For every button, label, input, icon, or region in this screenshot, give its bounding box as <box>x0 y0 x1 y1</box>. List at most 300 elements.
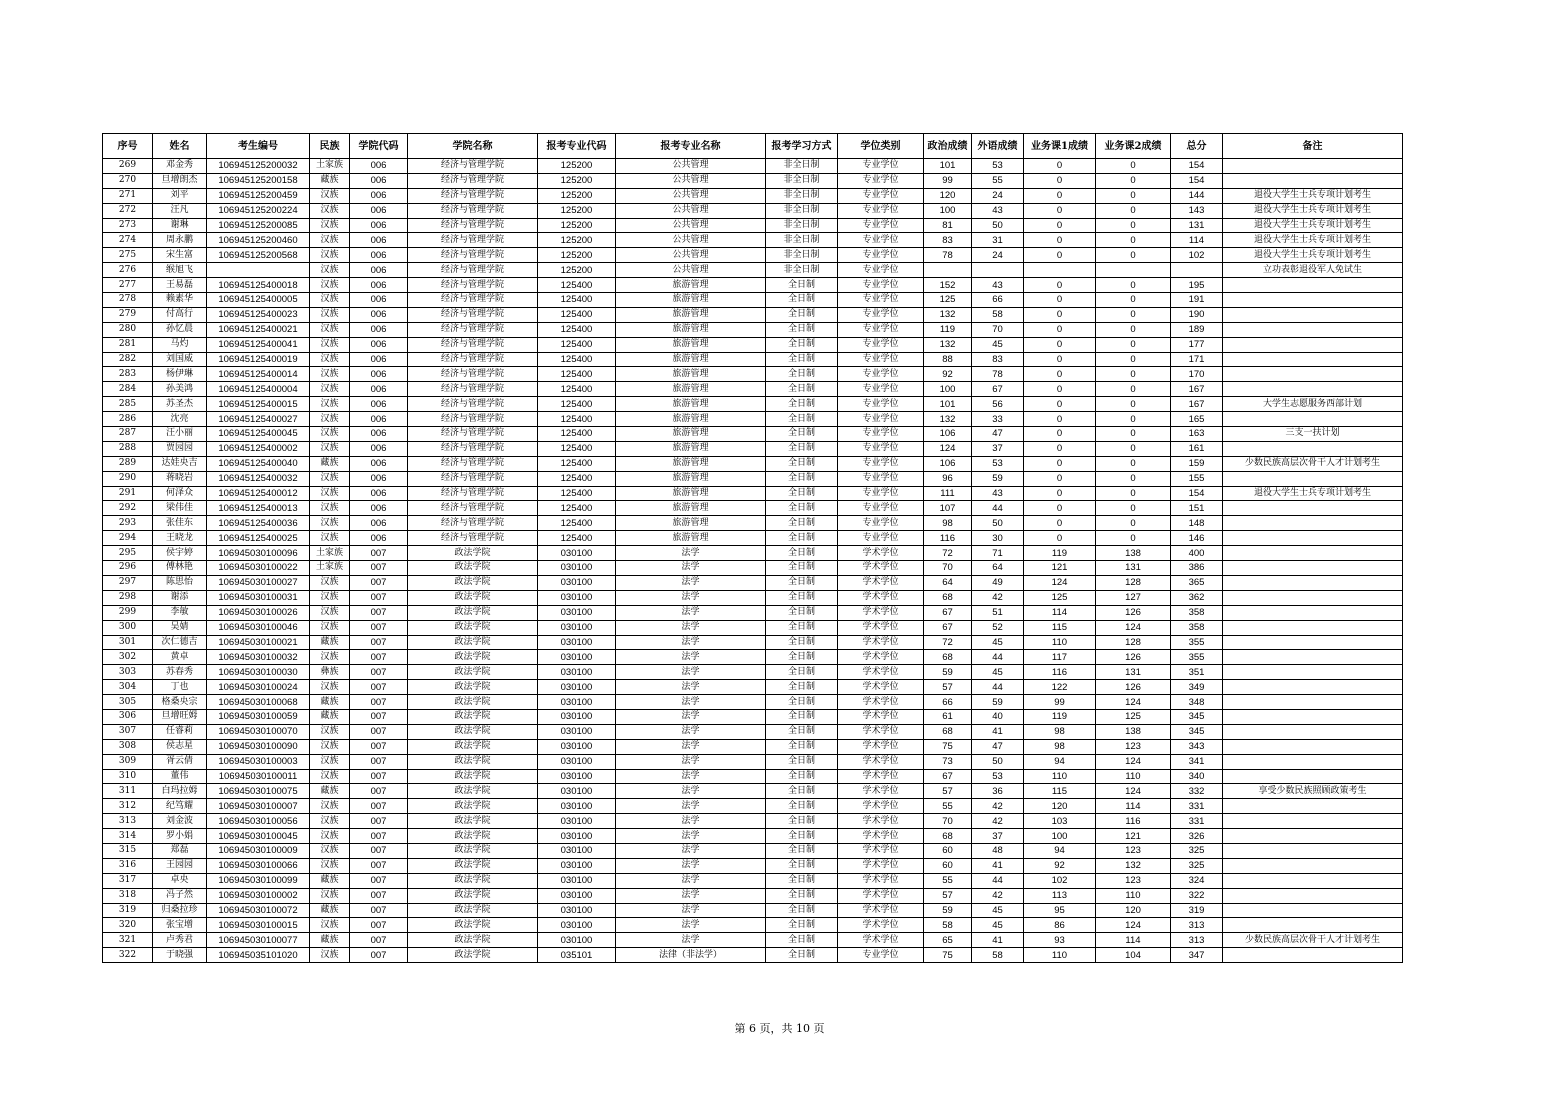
table-cell: 106945125200032 <box>207 159 310 174</box>
table-cell: 37 <box>972 441 1024 456</box>
table-cell: 政法学院 <box>408 546 538 561</box>
table-cell: 70 <box>924 561 972 576</box>
table-cell: 陈思怡 <box>153 575 207 590</box>
table-cell: 358 <box>1171 605 1223 620</box>
table-cell: 125400 <box>538 441 616 456</box>
table-cell: 0 <box>1096 218 1171 233</box>
table-cell: 退役大学生士兵专项计划考生 <box>1223 486 1403 501</box>
table-cell: 106945125400004 <box>207 382 310 397</box>
table-cell: 45 <box>972 635 1024 650</box>
table-cell: 280 <box>103 322 153 337</box>
table-cell: 学术学位 <box>838 709 924 724</box>
table-cell <box>1223 635 1403 650</box>
table-cell: 321 <box>103 933 153 948</box>
table-cell: 刘国威 <box>153 352 207 367</box>
table-cell: 45 <box>972 918 1024 933</box>
table-cell: 75 <box>924 948 972 963</box>
table-cell: 165 <box>1171 412 1223 427</box>
table-cell: 苏春秀 <box>153 665 207 680</box>
table-cell: 学术学位 <box>838 695 924 710</box>
table-cell <box>1223 367 1403 382</box>
table-cell: 汉族 <box>310 918 350 933</box>
table-cell: 322 <box>103 948 153 963</box>
table-cell: 128 <box>1096 575 1171 590</box>
table-cell: 81 <box>924 218 972 233</box>
table-cell: 政法学院 <box>408 918 538 933</box>
table-cell: 007 <box>350 829 408 844</box>
table-cell: 138 <box>1096 724 1171 739</box>
table-cell: 56 <box>972 397 1024 412</box>
table-cell <box>1223 948 1403 963</box>
table-cell <box>1223 412 1403 427</box>
table-cell: 125400 <box>538 516 616 531</box>
table-cell: 104 <box>1096 948 1171 963</box>
table-row <box>103 278 1403 293</box>
table-cell: 法学 <box>616 754 766 769</box>
table-cell: 53 <box>972 159 1024 174</box>
table-cell: 007 <box>350 814 408 829</box>
table-cell: 政法学院 <box>408 799 538 814</box>
table-cell: 68 <box>924 650 972 665</box>
table-cell: 李敏 <box>153 605 207 620</box>
table-cell: 0 <box>1024 501 1096 516</box>
table-cell: 经济与管理学院 <box>408 263 538 278</box>
table-cell: 专业学位 <box>838 486 924 501</box>
table-cell: 汉族 <box>310 799 350 814</box>
table-cell: 专业学位 <box>838 173 924 188</box>
table-cell: 006 <box>350 188 408 203</box>
table-cell: 007 <box>350 695 408 710</box>
table-cell: 60 <box>924 843 972 858</box>
table-cell: 政法学院 <box>408 843 538 858</box>
table-cell: 278 <box>103 293 153 308</box>
table-cell: 007 <box>350 665 408 680</box>
table-cell: 42 <box>972 590 1024 605</box>
table-cell: 125400 <box>538 367 616 382</box>
table-cell: 藏族 <box>310 933 350 948</box>
table-cell: 59 <box>972 471 1024 486</box>
table-cell: 58 <box>924 918 972 933</box>
table-cell: 专业学位 <box>838 337 924 352</box>
table-cell: 106945125400018 <box>207 278 310 293</box>
table-cell: 291 <box>103 486 153 501</box>
table-cell: 006 <box>350 382 408 397</box>
table-cell: 杨伊琳 <box>153 367 207 382</box>
table-cell: 365 <box>1171 575 1223 590</box>
table-cell: 学术学位 <box>838 575 924 590</box>
table-cell: 006 <box>350 293 408 308</box>
table-cell: 309 <box>103 754 153 769</box>
table-cell: 030100 <box>538 888 616 903</box>
table-row <box>103 561 1403 576</box>
table-cell: 125400 <box>538 486 616 501</box>
table-cell <box>1223 293 1403 308</box>
table-cell: 政法学院 <box>408 829 538 844</box>
table-cell: 348 <box>1171 695 1223 710</box>
table-cell: 赖素华 <box>153 293 207 308</box>
table-cell: 专业学位 <box>838 233 924 248</box>
table-cell: 007 <box>350 709 408 724</box>
table-cell: 125400 <box>538 501 616 516</box>
table-cell: 0 <box>1096 397 1171 412</box>
table-cell: 贾园园 <box>153 441 207 456</box>
column-header: 报考专业代码 <box>538 134 616 159</box>
table-cell: 法学 <box>616 814 766 829</box>
table-cell: 119 <box>1024 546 1096 561</box>
table-cell: 386 <box>1171 561 1223 576</box>
table-cell: 126 <box>1096 605 1171 620</box>
table-cell: 55 <box>924 873 972 888</box>
table-cell: 61 <box>924 709 972 724</box>
table-cell: 123 <box>1096 739 1171 754</box>
table-cell: 030100 <box>538 829 616 844</box>
table-cell: 177 <box>1171 337 1223 352</box>
table-cell: 277 <box>103 278 153 293</box>
table-row <box>103 203 1403 218</box>
table-cell: 351 <box>1171 665 1223 680</box>
table-cell: 法学 <box>616 918 766 933</box>
table-cell: 148 <box>1171 516 1223 531</box>
table-cell: 经济与管理学院 <box>408 337 538 352</box>
table-cell: 116 <box>924 531 972 546</box>
table-cell: 030100 <box>538 605 616 620</box>
table-cell: 37 <box>972 829 1024 844</box>
table-row <box>103 650 1403 665</box>
table-cell: 006 <box>350 307 408 322</box>
table-cell: 123 <box>1096 873 1171 888</box>
column-header: 姓名 <box>153 134 207 159</box>
table-cell: 306 <box>103 709 153 724</box>
table-cell: 006 <box>350 501 408 516</box>
table-cell: 125400 <box>538 412 616 427</box>
table-cell: 123 <box>1096 843 1171 858</box>
table-cell: 120 <box>1096 903 1171 918</box>
table-cell: 98 <box>924 516 972 531</box>
table-cell: 67 <box>972 382 1024 397</box>
table-cell: 旅游管理 <box>616 531 766 546</box>
table-cell: 64 <box>924 575 972 590</box>
table-cell: 0 <box>1096 456 1171 471</box>
table-cell: 经济与管理学院 <box>408 352 538 367</box>
table-cell: 公共管理 <box>616 203 766 218</box>
table-cell: 44 <box>972 873 1024 888</box>
table-cell: 法学 <box>616 724 766 739</box>
table-cell: 007 <box>350 605 408 620</box>
table-cell: 宋生富 <box>153 248 207 263</box>
table-cell: 96 <box>924 471 972 486</box>
table-cell: 侯宇婷 <box>153 546 207 561</box>
table-cell: 全日制 <box>766 575 838 590</box>
table-cell: 0 <box>1096 441 1171 456</box>
table-cell: 法学 <box>616 665 766 680</box>
table-row <box>103 799 1403 814</box>
table-cell: 99 <box>924 173 972 188</box>
table-cell: 土家族 <box>310 159 350 174</box>
table-cell: 0 <box>1096 293 1171 308</box>
table-cell: 332 <box>1171 784 1223 799</box>
table-cell: 专业学位 <box>838 948 924 963</box>
table-cell: 146 <box>1171 531 1223 546</box>
table-cell: 313 <box>1171 933 1223 948</box>
table-cell <box>1024 263 1096 278</box>
table-cell: 全日制 <box>766 829 838 844</box>
table-cell: 政法学院 <box>408 873 538 888</box>
table-cell: 127 <box>1096 590 1171 605</box>
column-header: 学院代码 <box>350 134 408 159</box>
table-cell: 116 <box>1024 665 1096 680</box>
table-row <box>103 159 1403 174</box>
table-cell: 立功表彰退役军人免试生 <box>1223 263 1403 278</box>
table-cell: 106945030100002 <box>207 888 310 903</box>
table-cell: 030100 <box>538 650 616 665</box>
table-cell: 旅游管理 <box>616 352 766 367</box>
table-cell: 006 <box>350 441 408 456</box>
table-cell: 124 <box>1024 575 1096 590</box>
table-cell: 347 <box>1171 948 1223 963</box>
table-cell: 006 <box>350 456 408 471</box>
column-header: 业务课1成绩 <box>1024 134 1096 159</box>
table-cell: 退役大学生士兵专项计划考生 <box>1223 188 1403 203</box>
table-cell: 106945030100030 <box>207 665 310 680</box>
table-cell: 全日制 <box>766 754 838 769</box>
table-cell: 专业学位 <box>838 367 924 382</box>
table-cell: 101 <box>924 159 972 174</box>
table-cell: 110 <box>1024 769 1096 784</box>
table-cell <box>1223 575 1403 590</box>
table-cell: 丁也 <box>153 680 207 695</box>
table-row <box>103 903 1403 918</box>
table-cell <box>1223 173 1403 188</box>
table-cell: 0 <box>1024 218 1096 233</box>
table-cell: 少数民族高层次骨干人才计划考生 <box>1223 456 1403 471</box>
table-cell: 全日制 <box>766 337 838 352</box>
table-cell: 119 <box>1024 709 1096 724</box>
table-cell: 政法学院 <box>408 635 538 650</box>
table-cell: 经济与管理学院 <box>408 456 538 471</box>
table-cell: 124 <box>1096 784 1171 799</box>
table-cell: 106945125200568 <box>207 248 310 263</box>
table-cell: 政法学院 <box>408 739 538 754</box>
table-cell <box>1223 709 1403 724</box>
table-cell: 全日制 <box>766 843 838 858</box>
table-cell: 45 <box>972 903 1024 918</box>
table-cell: 马灼 <box>153 337 207 352</box>
table-cell <box>1223 278 1403 293</box>
table-cell: 311 <box>103 784 153 799</box>
table-row <box>103 456 1403 471</box>
table-cell: 281 <box>103 337 153 352</box>
table-cell: 汉族 <box>310 412 350 427</box>
table-cell: 106945030100031 <box>207 590 310 605</box>
table-cell <box>1223 680 1403 695</box>
table-cell: 专业学位 <box>838 159 924 174</box>
table-row <box>103 218 1403 233</box>
table-cell: 学术学位 <box>838 769 924 784</box>
table-cell: 汉族 <box>310 575 350 590</box>
table-row <box>103 382 1403 397</box>
table-cell: 蒋晓岩 <box>153 471 207 486</box>
table-cell: 125400 <box>538 531 616 546</box>
table-cell: 学术学位 <box>838 858 924 873</box>
table-cell: 全日制 <box>766 635 838 650</box>
table-row <box>103 248 1403 263</box>
table-cell: 106945125400032 <box>207 471 310 486</box>
table-cell: 全日制 <box>766 278 838 293</box>
table-cell: 汉族 <box>310 650 350 665</box>
table-cell: 学术学位 <box>838 814 924 829</box>
table-cell: 0 <box>1096 307 1171 322</box>
table-cell: 孙美鸿 <box>153 382 207 397</box>
table-cell: 315 <box>103 843 153 858</box>
table-cell: 138 <box>1096 546 1171 561</box>
table-cell: 322 <box>1171 888 1223 903</box>
table-cell: 刘平 <box>153 188 207 203</box>
table-cell: 0 <box>1024 293 1096 308</box>
table-cell: 030100 <box>538 590 616 605</box>
table-cell: 030100 <box>538 754 616 769</box>
table-cell <box>207 263 310 278</box>
table-cell: 107 <box>924 501 972 516</box>
table-cell: 谢琳 <box>153 218 207 233</box>
table-cell: 归桑拉珍 <box>153 903 207 918</box>
table-cell: 030100 <box>538 933 616 948</box>
table-row <box>103 397 1403 412</box>
table-cell: 政法学院 <box>408 575 538 590</box>
table-cell: 83 <box>972 352 1024 367</box>
table-cell: 171 <box>1171 352 1223 367</box>
table-cell: 124 <box>924 441 972 456</box>
table-cell: 007 <box>350 888 408 903</box>
table-cell: 旅游管理 <box>616 471 766 486</box>
table-cell: 藏族 <box>310 635 350 650</box>
table-cell: 030100 <box>538 620 616 635</box>
table-cell <box>1223 382 1403 397</box>
table-cell: 全日制 <box>766 531 838 546</box>
table-cell: 非全日制 <box>766 218 838 233</box>
table-cell: 沈亮 <box>153 412 207 427</box>
column-header: 总分 <box>1171 134 1223 159</box>
table-cell: 公共管理 <box>616 233 766 248</box>
table-row <box>103 620 1403 635</box>
table-cell: 政法学院 <box>408 769 538 784</box>
table-cell <box>1223 501 1403 516</box>
column-header: 民族 <box>310 134 350 159</box>
table-cell: 旦增朗杰 <box>153 173 207 188</box>
table-cell: 全日制 <box>766 888 838 903</box>
table-cell <box>1223 665 1403 680</box>
table-cell: 汉族 <box>310 397 350 412</box>
table-cell: 284 <box>103 382 153 397</box>
table-cell: 007 <box>350 799 408 814</box>
table-cell: 125400 <box>538 471 616 486</box>
table-cell: 106945030100090 <box>207 739 310 754</box>
table-cell: 汉族 <box>310 858 350 873</box>
table-cell: 缑旭飞 <box>153 263 207 278</box>
table-cell: 全日制 <box>766 605 838 620</box>
table-cell: 汉族 <box>310 352 350 367</box>
table-cell: 131 <box>1096 561 1171 576</box>
table-cell: 006 <box>350 278 408 293</box>
table-cell: 全日制 <box>766 486 838 501</box>
table-cell <box>1223 531 1403 546</box>
table-cell: 专业学位 <box>838 263 924 278</box>
table-cell: 汉族 <box>310 739 350 754</box>
table-cell: 0 <box>1024 159 1096 174</box>
table-row <box>103 635 1403 650</box>
table-cell: 政法学院 <box>408 784 538 799</box>
table-cell: 藏族 <box>310 873 350 888</box>
table-row <box>103 263 1403 278</box>
table-cell: 经济与管理学院 <box>408 412 538 427</box>
table-cell: 学术学位 <box>838 903 924 918</box>
table-cell: 030100 <box>538 665 616 680</box>
table-cell: 专业学位 <box>838 412 924 427</box>
table-cell: 学术学位 <box>838 873 924 888</box>
table-cell: 106945030100032 <box>207 650 310 665</box>
table-cell: 0 <box>1096 337 1171 352</box>
table-cell: 退役大学生士兵专项计划考生 <box>1223 248 1403 263</box>
table-cell: 学术学位 <box>838 724 924 739</box>
table-cell: 旅游管理 <box>616 307 766 322</box>
table-cell: 44 <box>972 650 1024 665</box>
table-cell: 政法学院 <box>408 650 538 665</box>
table-row <box>103 188 1403 203</box>
table-cell: 全日制 <box>766 695 838 710</box>
table-cell: 汉族 <box>310 203 350 218</box>
table-cell: 学术学位 <box>838 635 924 650</box>
table-cell <box>1171 263 1223 278</box>
table-cell: 030100 <box>538 873 616 888</box>
table-cell: 0 <box>1096 278 1171 293</box>
table-row <box>103 501 1403 516</box>
table-cell <box>1223 903 1403 918</box>
table-cell: 44 <box>972 680 1024 695</box>
table-cell: 胥云倩 <box>153 754 207 769</box>
table-cell: 汉族 <box>310 769 350 784</box>
table-cell: 0 <box>1024 471 1096 486</box>
table-cell: 114 <box>1096 933 1171 948</box>
table-cell: 93 <box>1024 933 1096 948</box>
column-header: 考生编号 <box>207 134 310 159</box>
table-cell: 331 <box>1171 799 1223 814</box>
table-cell: 全日制 <box>766 456 838 471</box>
table-cell: 51 <box>972 605 1024 620</box>
table-cell: 290 <box>103 471 153 486</box>
table-cell: 0 <box>1024 531 1096 546</box>
table-cell: 103 <box>1024 814 1096 829</box>
table-cell: 专业学位 <box>838 293 924 308</box>
table-row <box>103 516 1403 531</box>
table-cell: 全日制 <box>766 546 838 561</box>
table-cell: 72 <box>924 546 972 561</box>
table-cell: 143 <box>1171 203 1223 218</box>
table-cell: 030100 <box>538 680 616 695</box>
table-cell: 006 <box>350 218 408 233</box>
table-cell: 125200 <box>538 203 616 218</box>
table-cell: 110 <box>1096 888 1171 903</box>
table-cell: 007 <box>350 903 408 918</box>
table-cell: 106 <box>924 427 972 442</box>
table-cell <box>1223 322 1403 337</box>
table-cell: 191 <box>1171 293 1223 308</box>
table-row <box>103 605 1403 620</box>
table-cell: 汉族 <box>310 441 350 456</box>
table-cell: 公共管理 <box>616 218 766 233</box>
table-cell: 政法学院 <box>408 695 538 710</box>
table-cell: 272 <box>103 203 153 218</box>
table-cell: 125400 <box>538 352 616 367</box>
table-cell: 旅游管理 <box>616 486 766 501</box>
